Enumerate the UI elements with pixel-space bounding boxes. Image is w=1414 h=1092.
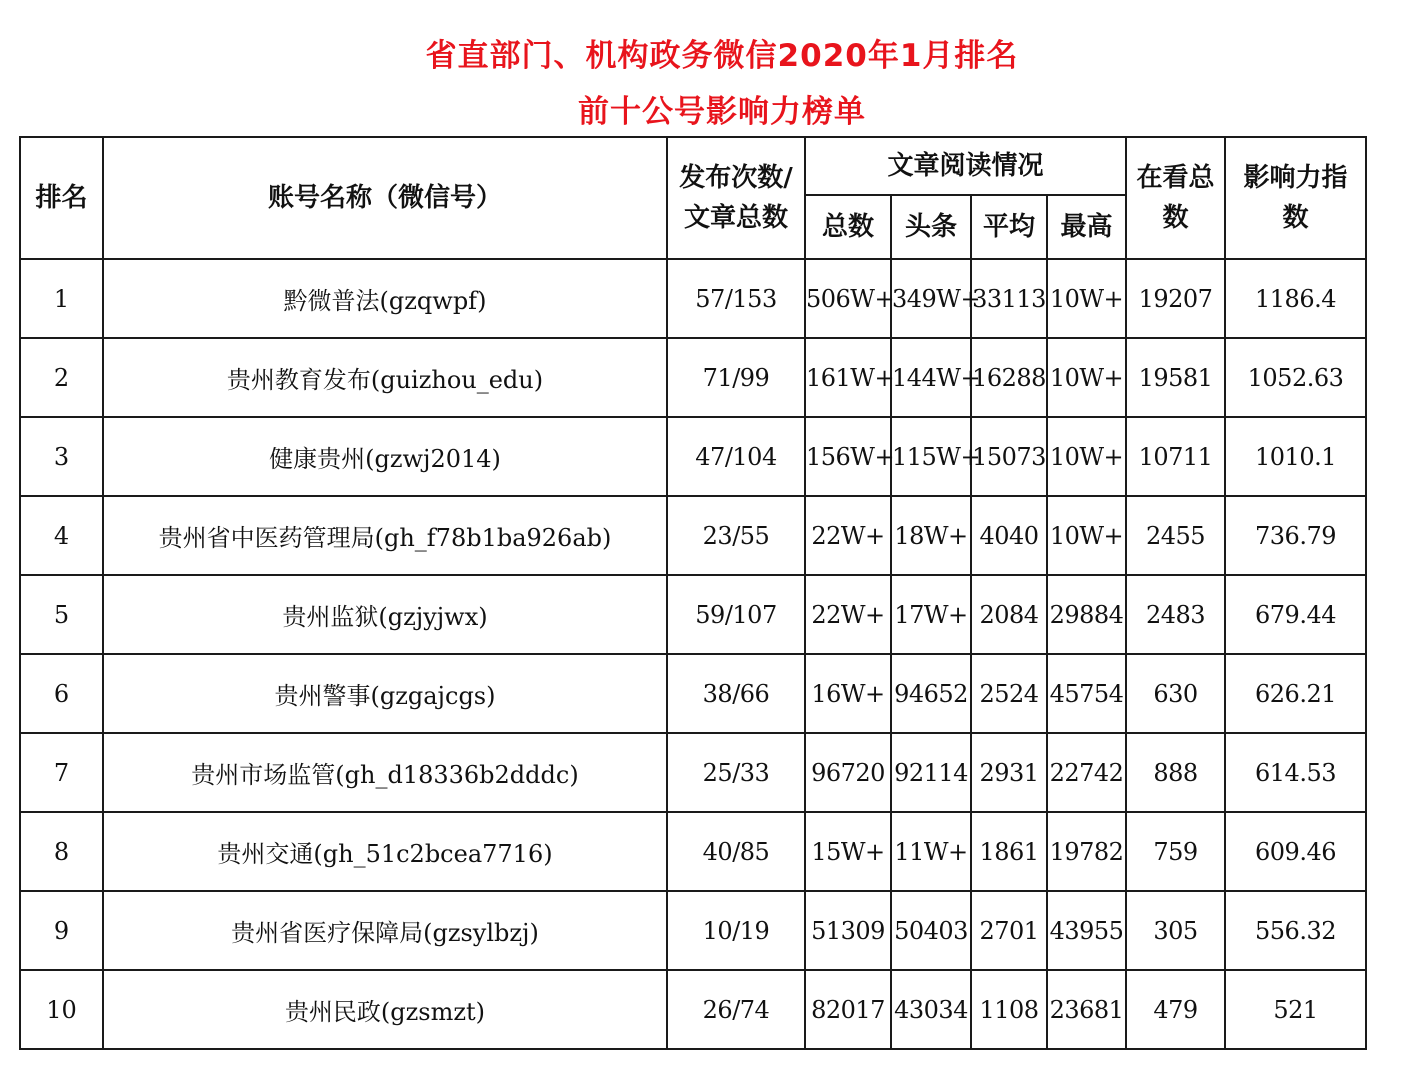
table-row <box>20 812 1366 891</box>
cell-read-max: 23681 <box>1047 970 1126 1049</box>
cell-read-headline: 349W+ <box>891 259 971 338</box>
cell-watching: 759 <box>1126 812 1225 891</box>
cell-influence: 614.53 <box>1225 733 1366 812</box>
cell-read-max: 10W+ <box>1047 259 1126 338</box>
cell-influence: 736.79 <box>1225 496 1366 575</box>
cell-watching: 10711 <box>1126 417 1225 496</box>
cell-publish: 38/66 <box>667 654 805 733</box>
cell-publish: 26/74 <box>667 970 805 1049</box>
cell-account: 贵州省中医药管理局(gh_f78b1ba926ab) <box>103 496 667 575</box>
cell-read-total: 16W+ <box>805 654 891 733</box>
cell-watching: 19581 <box>1126 338 1225 417</box>
cell-read-headline: 92114 <box>891 733 971 812</box>
header-publish <box>667 137 805 259</box>
cell-watching: 630 <box>1126 654 1225 733</box>
cell-read-average: 1861 <box>971 812 1047 891</box>
cell-read-headline: 43034 <box>891 970 971 1049</box>
cell-publish: 71/99 <box>667 338 805 417</box>
cell-account: 贵州教育发布(guizhou_edu) <box>103 338 667 417</box>
table-body <box>20 259 1366 1049</box>
ranking-table <box>19 136 1367 1050</box>
cell-watching: 19207 <box>1126 259 1225 338</box>
cell-read-average: 33113 <box>971 259 1047 338</box>
table-row <box>20 575 1366 654</box>
cell-rank: 6 <box>20 654 103 733</box>
cell-read-max: 45754 <box>1047 654 1126 733</box>
header-watching-line2: 数 <box>1162 203 1189 233</box>
cell-read-max: 29884 <box>1047 575 1126 654</box>
cell-influence: 679.44 <box>1225 575 1366 654</box>
cell-read-average: 16288 <box>971 338 1047 417</box>
cell-read-average: 15073 <box>971 417 1047 496</box>
header-max: 最高 <box>1047 195 1126 259</box>
cell-publish: 23/55 <box>667 496 805 575</box>
header-reading: 文章阅读情况 <box>805 137 1126 195</box>
header-watching-line1: 在看总 <box>1136 163 1215 193</box>
cell-read-headline: 94652 <box>891 654 971 733</box>
cell-publish: 10/19 <box>667 891 805 970</box>
cell-account: 贵州市场监管(gh_d18336b2dddc) <box>103 733 667 812</box>
cell-watching: 2455 <box>1126 496 1225 575</box>
cell-read-max: 10W+ <box>1047 496 1126 575</box>
cell-account: 贵州警事(gzgajcgs) <box>103 654 667 733</box>
header-total: 总数 <box>805 195 891 259</box>
page-subtitle: 前十公号影响力榜单 <box>578 94 866 130</box>
cell-read-average: 2931 <box>971 733 1047 812</box>
cell-read-average: 2084 <box>971 575 1047 654</box>
table-row <box>20 417 1366 496</box>
cell-rank: 9 <box>20 891 103 970</box>
cell-read-total: 15W+ <box>805 812 891 891</box>
cell-read-headline: 18W+ <box>891 496 971 575</box>
cell-read-total: 156W+ <box>805 417 891 496</box>
cell-influence: 521 <box>1225 970 1366 1049</box>
cell-account: 黔微普法(gzqwpf) <box>103 259 667 338</box>
header-publish-line1: 发布次数/ <box>679 163 793 193</box>
header-influence-line2: 数 <box>1282 203 1309 233</box>
cell-read-max: 22742 <box>1047 733 1126 812</box>
cell-account: 健康贵州(gzwj2014) <box>103 417 667 496</box>
header-average: 平均 <box>971 195 1047 259</box>
cell-read-headline: 115W+ <box>891 417 971 496</box>
cell-read-average: 2701 <box>971 891 1047 970</box>
cell-read-total: 161W+ <box>805 338 891 417</box>
cell-rank: 1 <box>20 259 103 338</box>
table-row <box>20 891 1366 970</box>
header-headline: 头条 <box>891 195 971 259</box>
cell-rank: 5 <box>20 575 103 654</box>
cell-rank: 3 <box>20 417 103 496</box>
cell-read-headline: 50403 <box>891 891 971 970</box>
cell-read-total: 506W+ <box>805 259 891 338</box>
cell-publish: 40/85 <box>667 812 805 891</box>
cell-publish: 59/107 <box>667 575 805 654</box>
cell-rank: 10 <box>20 970 103 1049</box>
cell-read-average: 2524 <box>971 654 1047 733</box>
cell-account: 贵州民政(gzsmzt) <box>103 970 667 1049</box>
cell-read-headline: 144W+ <box>891 338 971 417</box>
header-watching <box>1126 137 1225 259</box>
cell-account: 贵州监狱(gzjyjwx) <box>103 575 667 654</box>
cell-watching: 888 <box>1126 733 1225 812</box>
header-influence <box>1225 137 1366 259</box>
header-influence-line1: 影响力指 <box>1243 163 1348 193</box>
cell-read-headline: 11W+ <box>891 812 971 891</box>
cell-account: 贵州交通(gh_51c2bcea7716) <box>103 812 667 891</box>
cell-account: 贵州省医疗保障局(gzsylbzj) <box>103 891 667 970</box>
cell-publish: 47/104 <box>667 417 805 496</box>
page-title: 省直部门、机构政务微信2020年1月排名 <box>425 38 1019 74</box>
cell-influence: 626.21 <box>1225 654 1366 733</box>
cell-influence: 609.46 <box>1225 812 1366 891</box>
cell-publish: 57/153 <box>667 259 805 338</box>
cell-read-average: 1108 <box>971 970 1047 1049</box>
cell-read-total: 96720 <box>805 733 891 812</box>
table-row <box>20 733 1366 812</box>
cell-watching: 2483 <box>1126 575 1225 654</box>
cell-read-headline: 17W+ <box>891 575 971 654</box>
cell-read-max: 19782 <box>1047 812 1126 891</box>
cell-influence: 1010.1 <box>1225 417 1366 496</box>
cell-read-max: 43955 <box>1047 891 1126 970</box>
cell-read-max: 10W+ <box>1047 338 1126 417</box>
header-rank: 排名 <box>20 137 103 259</box>
cell-influence: 1186.4 <box>1225 259 1366 338</box>
cell-rank: 7 <box>20 733 103 812</box>
cell-influence: 1052.63 <box>1225 338 1366 417</box>
cell-read-average: 4040 <box>971 496 1047 575</box>
cell-rank: 2 <box>20 338 103 417</box>
table-row <box>20 970 1366 1049</box>
cell-watching: 479 <box>1126 970 1225 1049</box>
cell-read-max: 10W+ <box>1047 417 1126 496</box>
cell-influence: 556.32 <box>1225 891 1366 970</box>
cell-read-total: 22W+ <box>805 496 891 575</box>
table-header-row <box>20 137 1366 195</box>
header-publish-line2: 文章总数 <box>683 203 788 233</box>
cell-read-total: 82017 <box>805 970 891 1049</box>
table-row <box>20 496 1366 575</box>
cell-rank: 8 <box>20 812 103 891</box>
table-row <box>20 338 1366 417</box>
cell-read-total: 51309 <box>805 891 891 970</box>
cell-rank: 4 <box>20 496 103 575</box>
table-row <box>20 259 1366 338</box>
cell-read-total: 22W+ <box>805 575 891 654</box>
cell-publish: 25/33 <box>667 733 805 812</box>
cell-watching: 305 <box>1126 891 1225 970</box>
header-account: 账号名称（微信号） <box>103 137 667 259</box>
table-row <box>20 654 1366 733</box>
